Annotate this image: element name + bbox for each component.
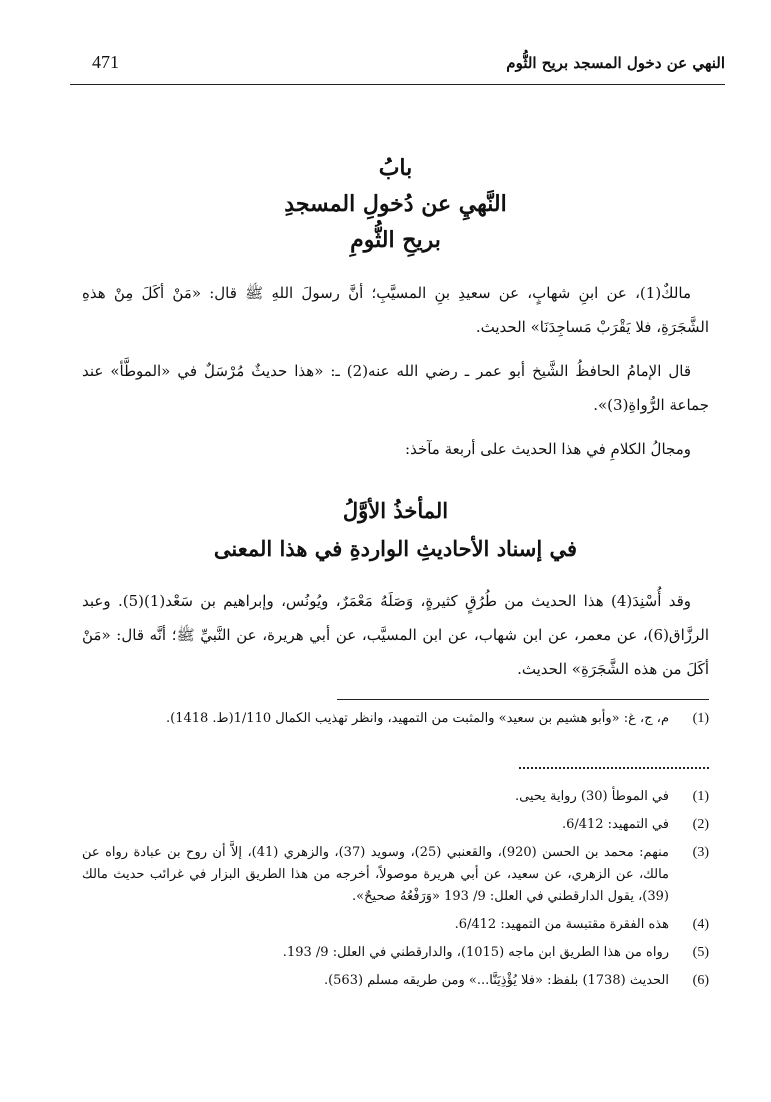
footnote-number: (1) xyxy=(692,789,709,804)
chapter-title-line-2: النَّهيِ عن دُخولِ المسجدِ xyxy=(284,191,507,217)
footnote-item xyxy=(82,708,709,730)
footnote-number: (1) xyxy=(692,711,709,726)
page-number: 471 xyxy=(92,52,119,72)
chapter-title-line-3: بريحِ الثُّومِ xyxy=(350,227,441,253)
footnote-number: (5) xyxy=(692,945,709,960)
footnote-number: (3) xyxy=(692,845,709,860)
section-title-line-1: المأخذُ الأوَّلُ xyxy=(342,498,449,523)
footnotes-lower xyxy=(82,786,709,998)
footnote-item xyxy=(82,942,709,964)
section-title-line-2: في إسناد الأحاديثِ الواردةِ في هذا المعنى xyxy=(213,536,578,561)
footnote-number: (4) xyxy=(692,917,709,932)
paragraph-isnad: وقد أُسْنِدَ(4) هذا الحديث من طُرُقٍ كثيرةٍ، وَصَلَهُ مَعْمَرٌ، ويُونُس، وإبراهيم بن سَعْد(1)(5). وعبد الرزَّاق(6)، عن معمر، عن ابن شهاب، عن ابن المسيَّب، عن أبي هريرة، عن النَّبيِّ ﷺ؛ أنَّه قال: «مَنْ أكَلَ من هذه الشَّجَرَةِ» الحديث. xyxy=(82,592,709,678)
footnote-text: في الموطأ (30) رواية يحيى. xyxy=(514,789,669,804)
footnote-text: رواه من هذا الطريق ابن ماجه (1015)، والدارقطني في العلل: 9/ 193. xyxy=(282,945,669,960)
paragraph-four-sections: ومجالُ الكلامِ في هذا الحديث على أربعة مآخذ: xyxy=(405,440,691,458)
paragraph-hadith: مالكٌ(1)، عن ابنِ شهابٍ، عن سعيدِ بنِ المسيَّبِ؛ أنَّ رسولَ اللهِ ﷺ قال: «مَنْ أكَلَ مِنْ هذهِ الشَّجَرَةِ، فلا يَقْرَبْ مَساجِدَنَا» الحديث. xyxy=(82,284,709,336)
chapter-title-line-1: بابُ xyxy=(378,155,413,181)
dotted-separator xyxy=(519,757,709,769)
footnote-text: منهم: محمد بن الحسن (920)، والقعنبي (25)، وسويد (37)، والزهري (41)، إلاَّ أن روح بن عبادة رواه عن مالك، عن الزهري، عن سعيد، عن أبي هريرة موصولاً، أخرجه من هذا الطريق البزار في غرائب حديث مالك (39)، يقول الدارقطني في العلل: 9/ 193 «وَرَفْعُهُ صحيحٌ». xyxy=(82,845,669,904)
running-head: النهي عن دخول المسجد بريح الثُّوم xyxy=(506,54,725,72)
page-header xyxy=(70,48,725,85)
footnotes-upper xyxy=(82,708,709,736)
footnote-item xyxy=(82,914,709,936)
footnote-separator xyxy=(337,699,709,700)
footnote-text: هذه الفقرة مقتبسة من التمهيد: 6/412. xyxy=(454,917,669,932)
main-text xyxy=(82,150,709,686)
footnote-item xyxy=(82,786,709,808)
footnote-text: الحديث (1738) بلفظ: «فلا يُؤْذِيَنَّا...» ومن طريقه مسلم (563). xyxy=(323,973,669,988)
paragraph-abu-umar: قال الإمامُ الحافظُ الشَّيخ أبو عمر ـ رضي الله عنه(2) ـ: «هذا حديثٌ مُرْسَلٌ في «الموطَّأ» عند جماعة الرُّواةِ(3)». xyxy=(82,362,709,414)
footnote-number: (6) xyxy=(692,973,709,988)
footnote-item xyxy=(82,842,709,908)
footnote-number: (2) xyxy=(692,817,709,832)
footnote-text: في التمهيد: 6/412. xyxy=(561,817,669,832)
footnote-text: م، ج، غ: «وأبو هشيم بن سعيد» والمثبت من التمهيد، وانظر تهذيب الكمال 1/110(ط. 1418). xyxy=(165,711,669,726)
footnote-item xyxy=(82,970,709,992)
footnote-item xyxy=(82,814,709,836)
section-title xyxy=(82,492,709,568)
chapter-title xyxy=(82,150,709,258)
